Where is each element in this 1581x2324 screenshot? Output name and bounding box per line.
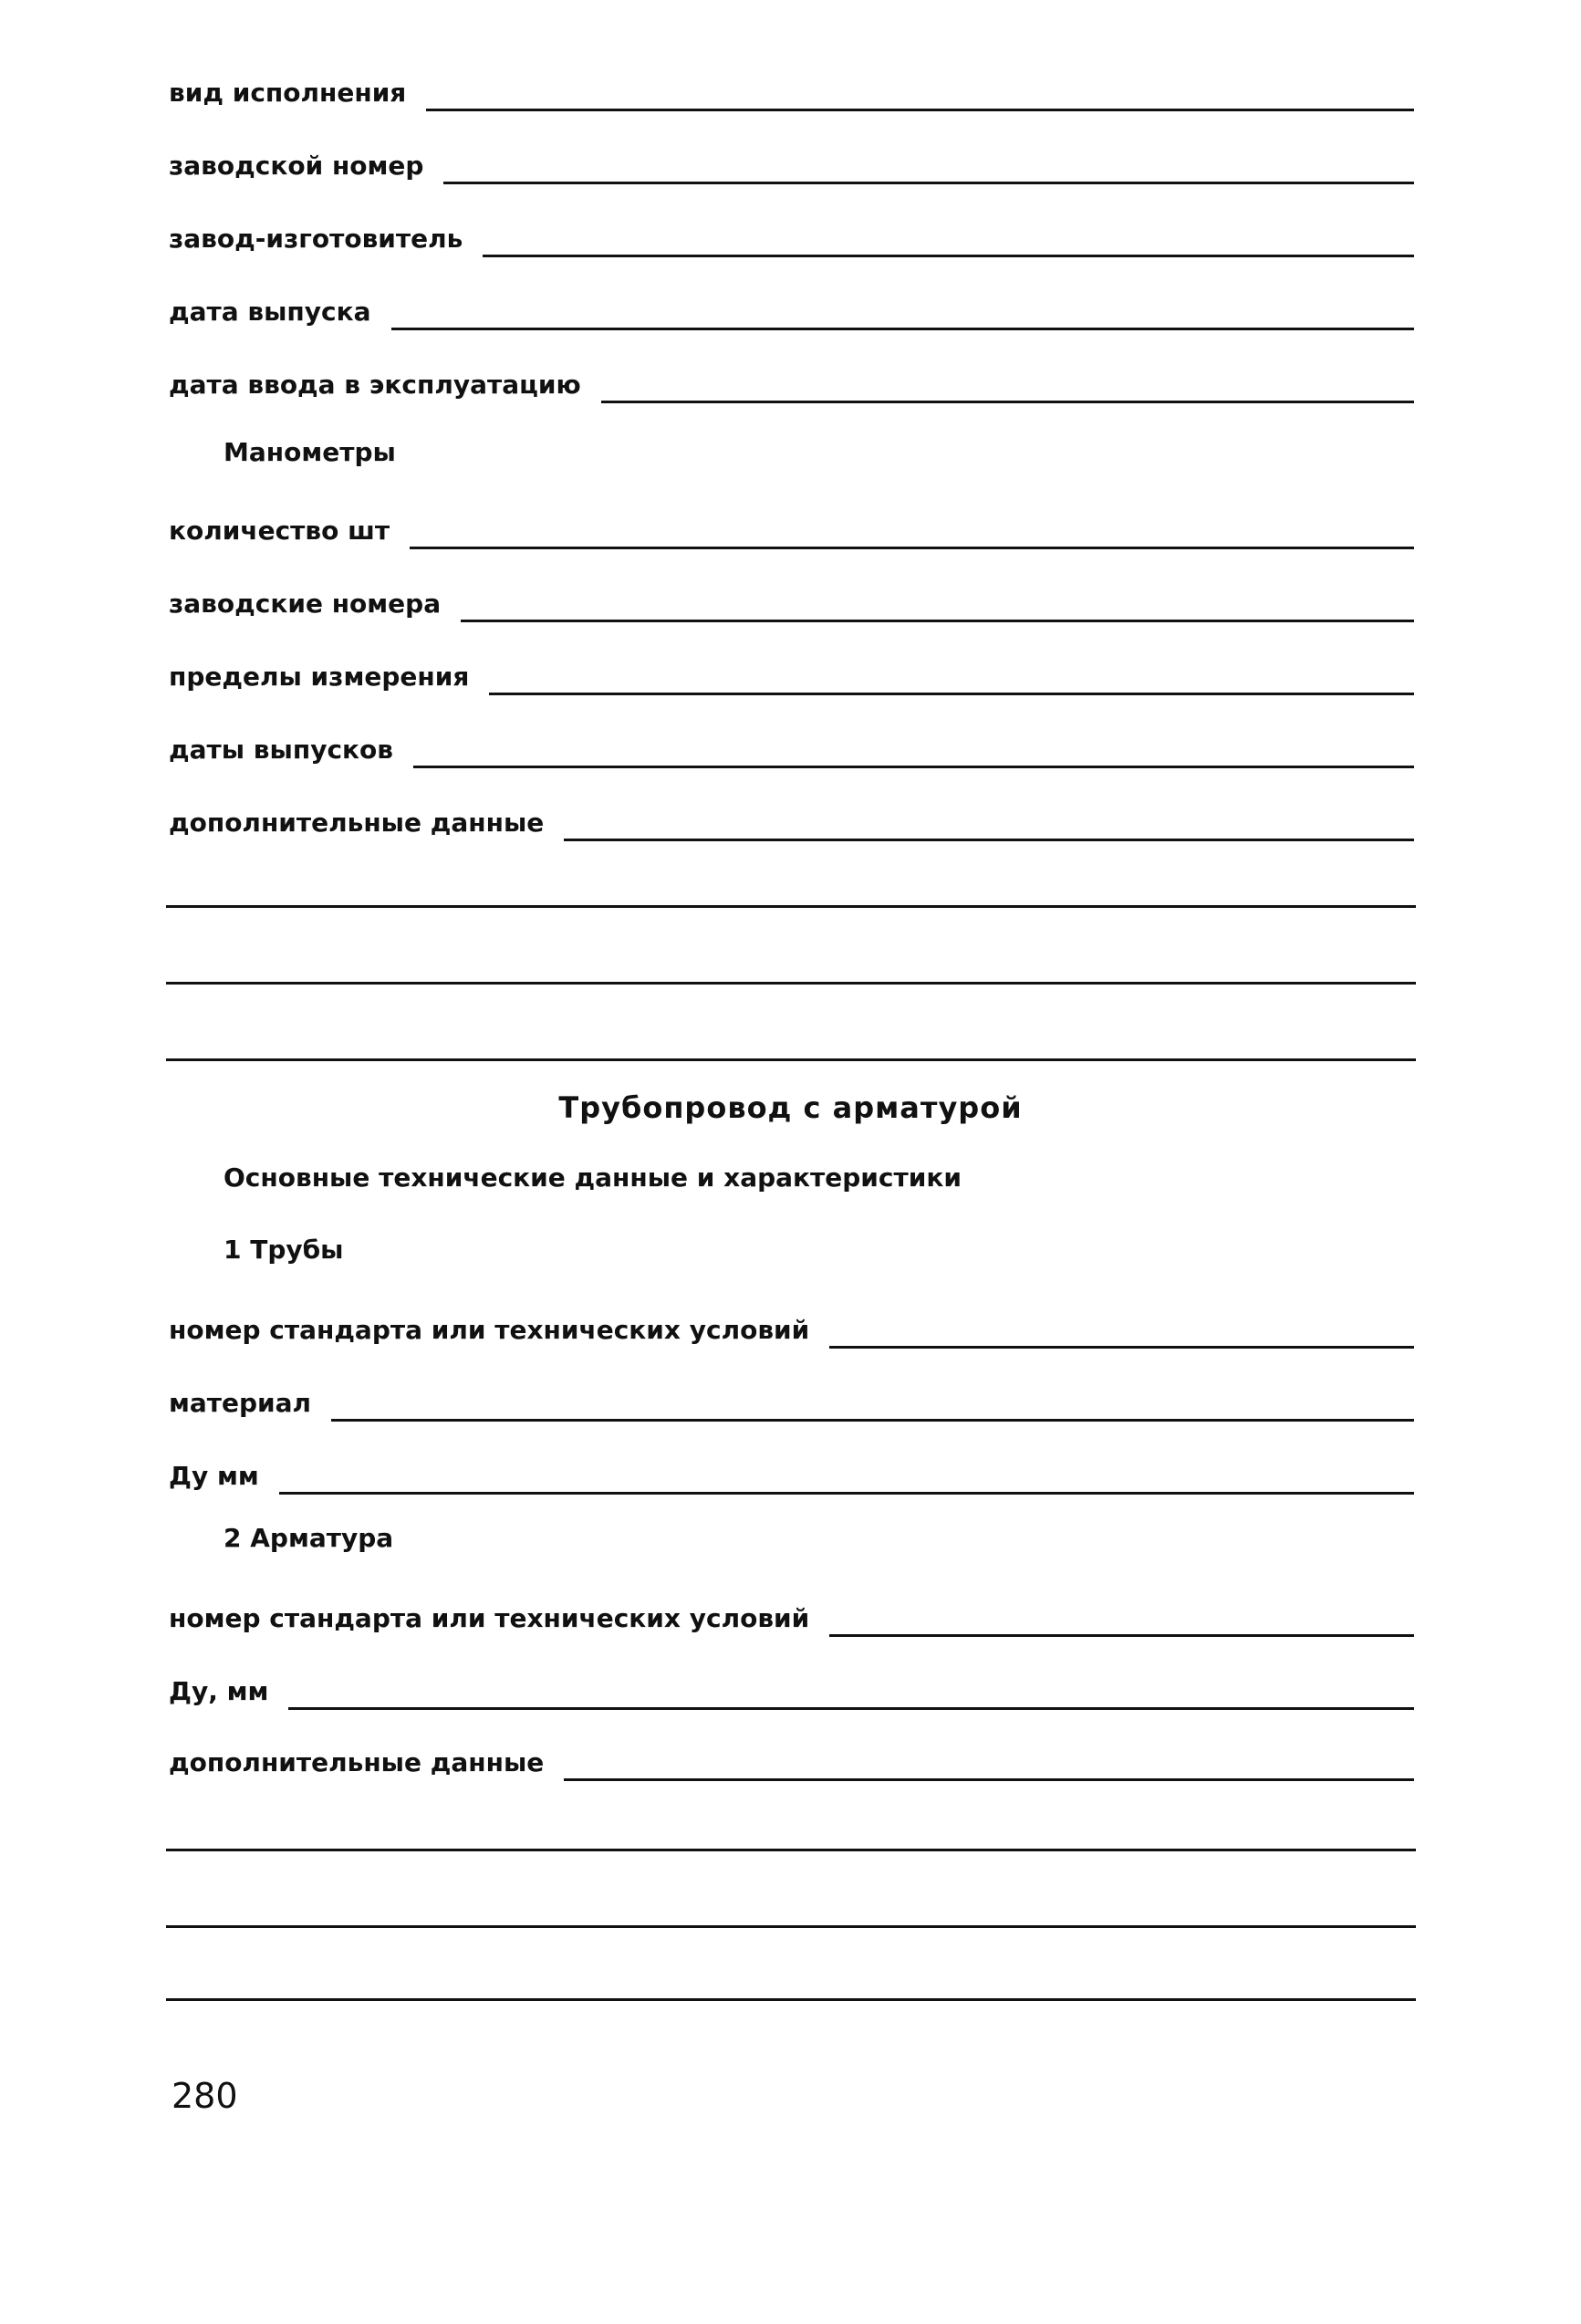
fill-in-line[interactable] bbox=[564, 839, 1414, 841]
subsection-title-fittings: 2 Арматура bbox=[224, 1523, 394, 1553]
blank-line[interactable] bbox=[166, 1058, 1416, 1061]
fill-in-line[interactable] bbox=[413, 766, 1414, 768]
field-pipes-standard[interactable] bbox=[169, 1308, 1414, 1345]
field-label: дата ввода в эксплуатацию bbox=[169, 370, 581, 400]
field-zavod-izgotovitel[interactable] bbox=[169, 217, 1414, 254]
field-label: Ду мм bbox=[169, 1461, 259, 1491]
field-vid-ispolneniya[interactable] bbox=[169, 71, 1414, 108]
blank-line[interactable] bbox=[166, 905, 1416, 908]
blank-line[interactable] bbox=[166, 982, 1416, 985]
field-label: Ду, мм bbox=[169, 1676, 269, 1706]
blank-line[interactable] bbox=[166, 1849, 1416, 1851]
field-label: завод-изготовитель bbox=[169, 224, 463, 254]
fill-in-line[interactable] bbox=[331, 1419, 1414, 1422]
section-title-manometers: Манометры bbox=[224, 437, 396, 467]
fill-in-line[interactable] bbox=[288, 1707, 1414, 1710]
field-dopolnitelnye-dannye[interactable] bbox=[169, 801, 1414, 838]
field-label: количество шт bbox=[169, 516, 390, 546]
fill-in-line[interactable] bbox=[564, 1778, 1414, 1781]
fill-in-line[interactable] bbox=[391, 328, 1414, 330]
subsection-title-pipes: 1 Трубы bbox=[224, 1235, 344, 1265]
field-kolichestvo[interactable] bbox=[169, 509, 1414, 546]
fill-in-line[interactable] bbox=[279, 1492, 1414, 1495]
field-label: заводской номер bbox=[169, 151, 424, 181]
field-label: номер стандарта или технических условий bbox=[169, 1603, 810, 1633]
blank-line[interactable] bbox=[166, 1925, 1416, 1928]
field-label: номер стандарта или технических условий bbox=[169, 1315, 810, 1345]
fill-in-line[interactable] bbox=[426, 109, 1414, 111]
blank-line[interactable] bbox=[166, 1998, 1416, 2001]
field-fittings-additional[interactable] bbox=[169, 1741, 1414, 1777]
field-fittings-du[interactable] bbox=[169, 1670, 1414, 1706]
field-label: вид исполнения bbox=[169, 78, 407, 108]
field-zavodskoy-nomer[interactable] bbox=[169, 144, 1414, 181]
field-label: дополнительные данные bbox=[169, 808, 545, 838]
field-pipes-material[interactable] bbox=[169, 1381, 1414, 1418]
field-daty-vypuskov[interactable] bbox=[169, 728, 1414, 765]
field-label: пределы измерения bbox=[169, 662, 470, 692]
fill-in-line[interactable] bbox=[410, 547, 1414, 549]
fill-in-line[interactable] bbox=[483, 255, 1414, 257]
field-data-vypuska[interactable] bbox=[169, 290, 1414, 327]
field-fittings-standard[interactable] bbox=[169, 1597, 1414, 1633]
fill-in-line[interactable] bbox=[601, 401, 1414, 403]
page-number: 280 bbox=[172, 2076, 238, 2116]
section-heading: Трубопровод с арматурой bbox=[558, 1090, 1023, 1125]
field-zavodskie-nomera[interactable] bbox=[169, 582, 1414, 619]
field-data-vvoda[interactable] bbox=[169, 363, 1414, 400]
field-label: дополнительные данные bbox=[169, 1747, 545, 1777]
fill-in-line[interactable] bbox=[829, 1346, 1414, 1349]
fill-in-line[interactable] bbox=[489, 693, 1414, 695]
field-label: материал bbox=[169, 1388, 312, 1418]
fill-in-line[interactable] bbox=[829, 1634, 1414, 1637]
field-label: дата выпуска bbox=[169, 297, 371, 327]
field-label: даты выпусков bbox=[169, 735, 393, 765]
field-label: заводские номера bbox=[169, 589, 442, 619]
fill-in-line[interactable] bbox=[443, 182, 1414, 184]
section-subheading: Основные технические данные и характеристики bbox=[224, 1162, 962, 1193]
field-predely-izmereniya[interactable] bbox=[169, 655, 1414, 692]
fill-in-line[interactable] bbox=[461, 620, 1414, 622]
field-pipes-du[interactable] bbox=[169, 1454, 1414, 1491]
